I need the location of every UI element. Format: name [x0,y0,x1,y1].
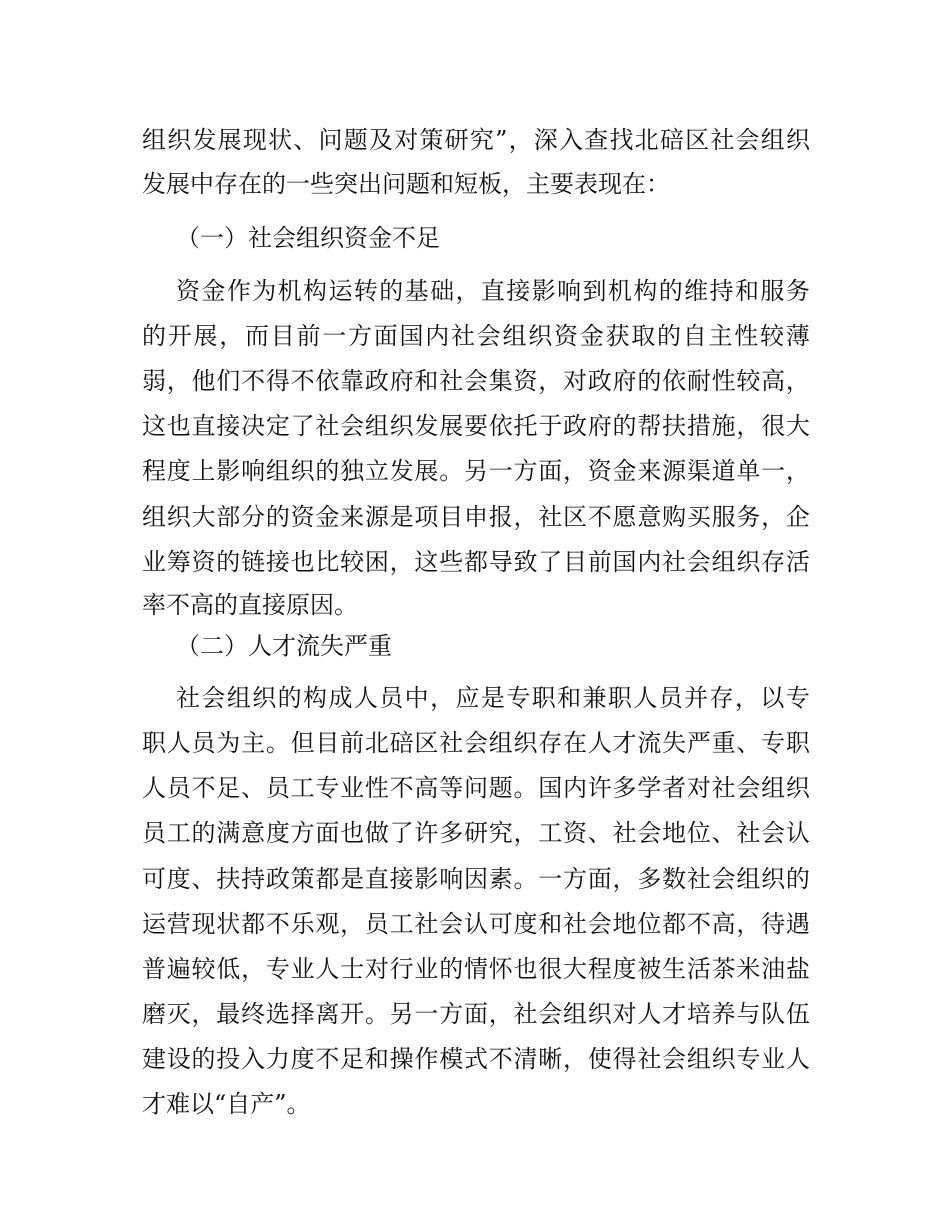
paragraph-line: 运 营 现 状 都 不 乐 观 ， 员 工 社 会 认 可 度 和 社 会 地 位 都 不 高 ， 待 遇 [142,910,810,938]
paragraph-line: 弱 ， 他 们 不 得 不 依 靠 政 府 和 社 会 集 资 ， 对 政 府 的 依 耐 性 较 高 ， [142,367,810,395]
section-heading-talent: （二）人才流失严重 [176,632,392,660]
section-heading-funding: （一）社会组织资金不足 [176,224,440,252]
intro-line-1: 组 织 发 展 现 状 、 问 题 及 对 策 研 究 ” ， 深 入 查 找 北 碚 区 社 会 组 织 [142,126,810,154]
intro-line-2: 发展中存在的一些突出问题和短板，主要表现在： [142,170,670,198]
paragraph-line: 建 设 的 投 入 力 度 不 足 和 操 作 模 式 不 清 晰 ， 使 得 社 会 组 织 专 业 人 [142,1045,810,1073]
paragraph-line: 磨 灭 ， 最 终 选 择 离 开 。 另 一 方 面 ， 社 会 组 织 对 人 才 培 养 与 队 伍 [142,1000,810,1028]
paragraph-line: 的 开 展 ， 而 目 前 一 方 面 国 内 社 会 组 织 资 金 获 取 的 自 主 性 较 薄 [142,322,810,350]
paragraph-line: 职 人 员 为 主 。 但 目 前 北 碚 区 社 会 组 织 存 在 人 才 流 失 严 重 、 专 职 [142,729,810,757]
paragraph-line: 程 度 上 影 响 组 织 的 独 立 发 展 。 另 一 方 面 ， 资 金 来 源 渠 道 单 一 ， [142,457,810,485]
paragraph-line: 资 金 作 为 机 构 运 转 的 基 础 ， 直 接 影 响 到 机 构 的 维 持 和 服 务 [176,277,810,305]
paragraph-line: 员 工 的 满 意 度 方 面 也 做 了 许 多 研 究 ， 工 资 、 社 会 地 位 、 社 会 认 [142,819,810,847]
paragraph-line: 普 遍 较 低 ， 专 业 人 士 对 行 业 的 情 怀 也 很 大 程 度 被 生 活 茶 米 油 盐 [142,955,810,983]
paragraph-line: 业 筹 资 的 链 接 也 比 较 困 ， 这 些 都 导 致 了 目 前 国 内 社 会 组 织 存 活 [142,548,810,576]
paragraph-line: 这 也 直 接 决 定 了 社 会 组 织 发 展 要 依 托 于 政 府 的 帮 扶 措 施 ， 很 大 [142,412,810,440]
paragraph-line: 才难以“自产”。 [142,1090,311,1118]
paragraph-line: 率不高的直接原因。 [142,591,358,619]
paragraph-line: 可 度 、 扶 持 政 策 都 是 直 接 影 响 因 素 。 一 方 面 ， 多 数 社 会 组 织 的 [142,865,810,893]
paragraph-line: 人 员 不 足 、 员 工 专 业 性 不 高 等 问 题 。 国 内 许 多 学 者 对 社 会 组 织 [142,774,810,802]
paragraph-line: 社 会 组 织 的 构 成 人 员 中 ， 应 是 专 职 和 兼 职 人 员 并 存 ， 以 专 [176,684,810,712]
paragraph-line: 组 织 大 部 分 的 资 金 来 源 是 项 目 申 报 ， 社 区 不 愿 意 购 买 服 务 ， 企 [142,503,810,531]
